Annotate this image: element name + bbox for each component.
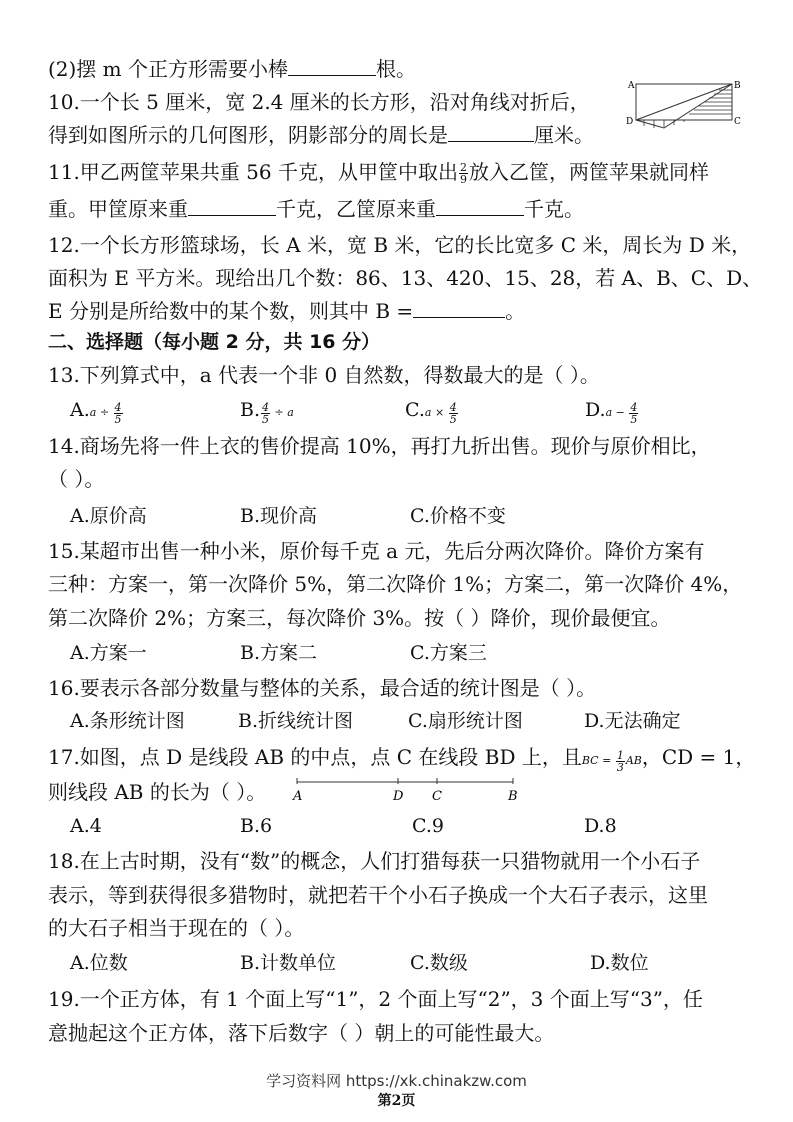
q17-label-c: C <box>432 789 442 804</box>
q18-option-b[interactable]: B.计数单位 <box>240 952 337 974</box>
q16-option-c[interactable]: C.扇形统计图 <box>408 710 523 732</box>
q15-line3: 第二次降价 2%；方案三，每次降价 3%。按（ ）降价，现价最便宜。 <box>48 606 671 630</box>
q10-label-d: D <box>626 117 634 127</box>
q13-option-c[interactable]: C.a × $\frac{4}{5}$ <box>405 399 457 426</box>
q12-line2: 面积为 E 平方米。现给出几个数：86、13、420、15、28，若 A、B、C、D、 <box>48 266 763 290</box>
q10-label-a: A <box>628 81 635 91</box>
q14-option-a[interactable]: A.原价高 <box>70 505 147 527</box>
q17-option-d[interactable]: D.8 <box>584 815 617 837</box>
page-number: 第2页 <box>377 1093 416 1109</box>
q15-option-b[interactable]: B.方案二 <box>240 642 318 664</box>
q13-option-b[interactable]: B. $\frac{4}{5}$ ÷ a <box>240 399 294 426</box>
q17-line2: 则线段 AB 的长为（ ）。 <box>48 780 267 804</box>
q11-line1: 11.甲乙两筐苹果共重 56 千克，从甲筐中取出 $\frac{2}{9}$ 放入乙筐，两筐苹果就同样 <box>48 160 709 186</box>
q18-line3: 的大石子相当于现在的（ ）。 <box>48 916 305 940</box>
q10-label-b: B <box>734 81 741 91</box>
q17-segment-figure <box>285 774 525 804</box>
q16-stem: 16.要表示各部分数量与整体的关系，最合适的统计图是（ ）。 <box>48 676 597 700</box>
q10-line2: 得到如图所示的几何图形，阴影部分的周长是 厘米。 <box>48 123 594 147</box>
q17-condition: BC = $\frac{1}{3}$ AB <box>581 748 642 774</box>
q16-option-b[interactable]: B.折线统计图 <box>238 710 354 732</box>
q17-label-d: D <box>393 789 404 804</box>
section-heading: 二、选择题（每小题 2 分，共 16 分） <box>48 331 381 353</box>
q9-blank[interactable] <box>288 55 376 76</box>
q17-label-b: B <box>508 789 518 804</box>
footer-watermark: 学习资料网 https://xk.chinakzw.com <box>266 1072 527 1090</box>
q19-line1: 19.一个正方体，有 1 个面上写“1”，2 个面上写“2”，3 个面上写“3”，任 <box>48 987 703 1011</box>
q17-option-a[interactable]: A.4 <box>70 815 102 837</box>
q10-folded-rectangle-figure <box>624 76 744 132</box>
q18-line2: 表示，等到获得很多猎物时，就把若干个小石子换成一个大石子表示，这里 <box>48 883 708 907</box>
q15-option-a[interactable]: A.方案一 <box>70 642 147 664</box>
q18-option-c[interactable]: C.数级 <box>410 952 468 974</box>
q15-line1: 15.某超市出售一种小米，原价每千克 a 元，先后分两次降价。降价方案有 <box>48 539 705 563</box>
q10-line1: 10.一个长 5 厘米，宽 2.4 厘米的长方形，沿对角线对折后， <box>48 90 590 114</box>
q13-stem: 13.下列算式中，a 代表一个非 0 自然数，得数最大的是（ ）。 <box>48 363 600 387</box>
q17-label-a: A <box>293 789 303 804</box>
q9-text: (2)摆 m 个正方形需要小棒 <box>48 57 289 81</box>
q14-line2: （ ）。 <box>48 467 105 491</box>
q19-line2: 意抛起这个正方体，落下后数字（ ）朝上的可能性最大。 <box>48 1021 555 1045</box>
q15-line2: 三种：方案一，第一次降价 5%，第二次降价 1%；方案二，第一次降价 4%， <box>48 572 743 596</box>
q12-line1: 12.一个长方形篮球场，长 A 米，宽 B 米，它的长比宽多 C 米，周长为 D 米， <box>48 233 752 257</box>
q18-option-d[interactable]: D.数位 <box>590 952 649 974</box>
q10-blank[interactable] <box>448 121 534 142</box>
q11-fraction: $\frac{2}{9}$ <box>459 161 467 186</box>
q11-blank-yi[interactable] <box>436 195 524 216</box>
q18-option-a[interactable]: A.位数 <box>70 952 128 974</box>
q17-option-b[interactable]: B.6 <box>240 815 273 837</box>
q14-option-c[interactable]: C.价格不变 <box>410 505 506 527</box>
q13-option-a[interactable]: A.a ÷ $\frac{4}{5}$ <box>70 399 122 426</box>
q11-blank-jia[interactable] <box>188 195 276 216</box>
q16-option-a[interactable]: A.条形统计图 <box>70 710 185 732</box>
q11-line2: 重。甲筐原来重 千克，乙筐原来重 千克。 <box>48 197 584 221</box>
q10-shading <box>644 90 732 128</box>
q16-option-d[interactable]: D.无法确定 <box>584 710 681 732</box>
q12-line3: E 分别是所给数中的某个数，则其中 B = 。 <box>48 299 526 323</box>
q13-option-d[interactable]: D.a − $\frac{4}{5}$ <box>585 399 638 426</box>
q10-label-c: C <box>734 117 741 127</box>
q14-line1: 14.商场先将一件上衣的售价提高 10%，再打九折出售。现价与原价相比， <box>48 434 711 458</box>
q9-part2: (2)摆 m 个正方形需要小棒 根。 <box>48 57 417 81</box>
q17-line1: 17.如图，点 D 是线段 AB 的中点，点 C 在线段 BD 上，且BC = $\frac{1}{3}$ AB，CD = 1， <box>48 745 756 774</box>
q14-option-b[interactable]: B.现价高 <box>240 505 318 527</box>
q17-option-c[interactable]: C.9 <box>412 815 444 837</box>
q15-option-c[interactable]: C.方案三 <box>410 642 487 664</box>
q18-line1: 18.在上古时期，没有“数”的概念，人们打猎每获一只猎物就用一个小石子 <box>48 849 701 873</box>
q12-blank[interactable] <box>413 297 505 318</box>
